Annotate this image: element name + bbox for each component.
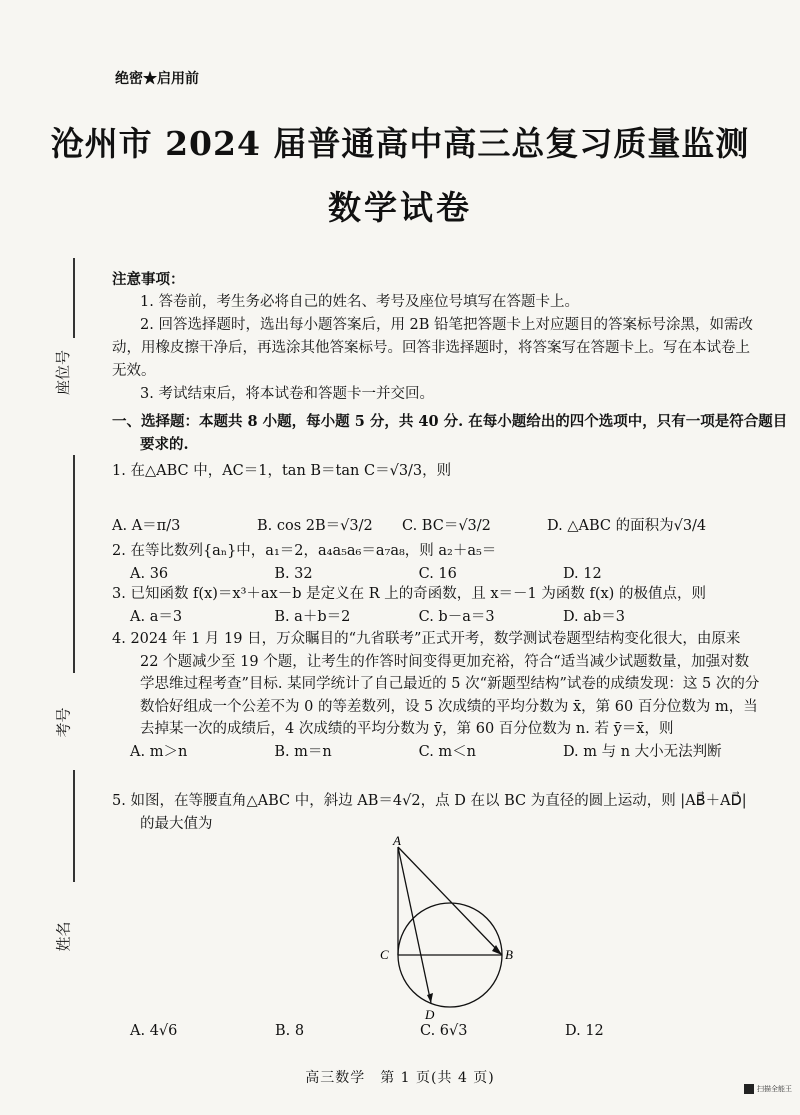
- vector-ad: [398, 847, 431, 1003]
- option-b: B. 32: [274, 566, 313, 582]
- name-label: 姓名: [54, 921, 73, 952]
- question-1: [112, 460, 762, 483]
- question-2: [112, 540, 762, 586]
- option-d: D. △ABC 的面积为√3/4: [547, 518, 707, 534]
- option-b: B. a＋b＝2: [274, 609, 351, 625]
- vector-ab: [398, 847, 502, 955]
- notice-item-3: 3. 考试结束后，将本试卷和答题卡一并交回。: [140, 386, 434, 402]
- question-4: [112, 628, 762, 764]
- option-a: A. 36: [130, 566, 169, 582]
- scanner-brand: 扫描全能王: [757, 1085, 792, 1093]
- label-b: B: [505, 947, 513, 962]
- question-stem: 4. 2024 年 1 月 19 日，万众瞩目的“九省联考”正式开考，数学测试卷题型结构变化很大，由原来 22 个题减少至 19 个题，让考生的作答时间变得更加充裕，符合“适当减少试题数量，加强对数学思维过程考查”目标. 某同学统计了自己最近的 5 次“新题型结构”试卷的成绩发现：这 5 次的分数恰好组成一个公差不为 0 的等差数列，设 5 次成绩的平均分数为 x̄，第 60 百分位数为 m，当去掉某一次的成绩后，4 次成绩的平均分数为 ȳ，第 60 百分位数为 n. 若 ȳ＝x̄，则: [112, 631, 760, 737]
- option-d: D. ab＝3: [562, 609, 625, 625]
- option-d: D. m 与 n 大小无法判断: [562, 743, 722, 760]
- notice-item-1: 1. 答卷前，考生务必将自己的姓名、考号及座位号填写在答题卡上。: [140, 294, 579, 310]
- option-c: C. b－a＝3: [418, 609, 495, 625]
- option-d: D. 12: [562, 566, 602, 582]
- option-a: A. a＝3: [130, 609, 183, 625]
- exam-no-label: 考号: [54, 707, 73, 738]
- seat-line: [73, 258, 75, 338]
- option-c: C. m＜n: [418, 743, 477, 760]
- name-line: [73, 770, 75, 882]
- question-stem: 1. 在△ABC 中，AC＝1，tan B＝tan C＝√3/3，则: [112, 463, 452, 479]
- question-stem: 3. 已知函数 f(x)＝x³＋ax－b 是定义在 R 上的奇函数，且 x＝－1 为函数 f(x) 的极值点，则: [112, 586, 706, 602]
- qr-code-icon: [744, 1084, 754, 1094]
- option-a: A. m＞n: [130, 743, 188, 760]
- label-c: C: [380, 947, 389, 962]
- confidential-mark: 绝密★启用前: [115, 71, 199, 87]
- seat-label: 座位号: [54, 349, 73, 396]
- label-a: A: [393, 835, 401, 848]
- exam-no-line: [73, 455, 75, 673]
- question-stem: 5. 如图，在等腰直角△ABC 中，斜边 AB＝4√2，点 D 在以 BC 为直径的圆上运动，则 |AB⃗＋AD⃗| 的最大值为: [112, 793, 747, 832]
- question-1-options: [112, 515, 762, 538]
- option-c: C. 6√3: [420, 1023, 468, 1039]
- exam-subject-title: 数学试卷: [328, 188, 472, 227]
- option-b: B. 8: [275, 1023, 305, 1039]
- question-5: [112, 790, 762, 836]
- question-3: [112, 583, 762, 629]
- option-b: B. cos 2B＝√3/2: [257, 518, 373, 534]
- section-heading: 一、选择题：本题共 8 小题，每小题 5 分，共 40 分. 在每小题给出的四个选项中，只有一项是符合题目要求的.: [112, 413, 788, 453]
- option-b: B. m＝n: [274, 743, 332, 760]
- question-5-options: [130, 1020, 780, 1043]
- exam-title: 沧州市 2024 届普通高中高三总复习质量监测: [50, 124, 750, 163]
- notice-heading: 注意事项：: [112, 271, 185, 288]
- triangle-circle-figure: [375, 835, 525, 1035]
- option-d: D. 12: [565, 1023, 604, 1039]
- notice-item-2: 2. 回答选择题时，选出每小题答案后，用 2B 铅笔把答题卡上对应题目的答案标号涂黑，如需改动，用橡皮擦干净后，再选涂其他答案标号。回答非选择题时，将答案写在答题卡上。写在本试卷上无效。: [112, 317, 754, 379]
- label-d: D: [425, 1007, 435, 1022]
- option-c: C. 16: [418, 566, 457, 582]
- notice-block: [112, 268, 762, 406]
- option-a: A. 4√6: [130, 1023, 178, 1039]
- page-footer: 高三数学 第 1 页(共 4 页): [305, 1070, 495, 1086]
- option-c: C. BC＝√3/2: [402, 518, 491, 534]
- option-a: A. A＝π/3: [112, 518, 181, 534]
- question-stem: 2. 在等比数列{aₙ}中，a₁＝2，a₄a₅a₆＝a₇a₈，则 a₂＋a₅＝: [112, 543, 497, 559]
